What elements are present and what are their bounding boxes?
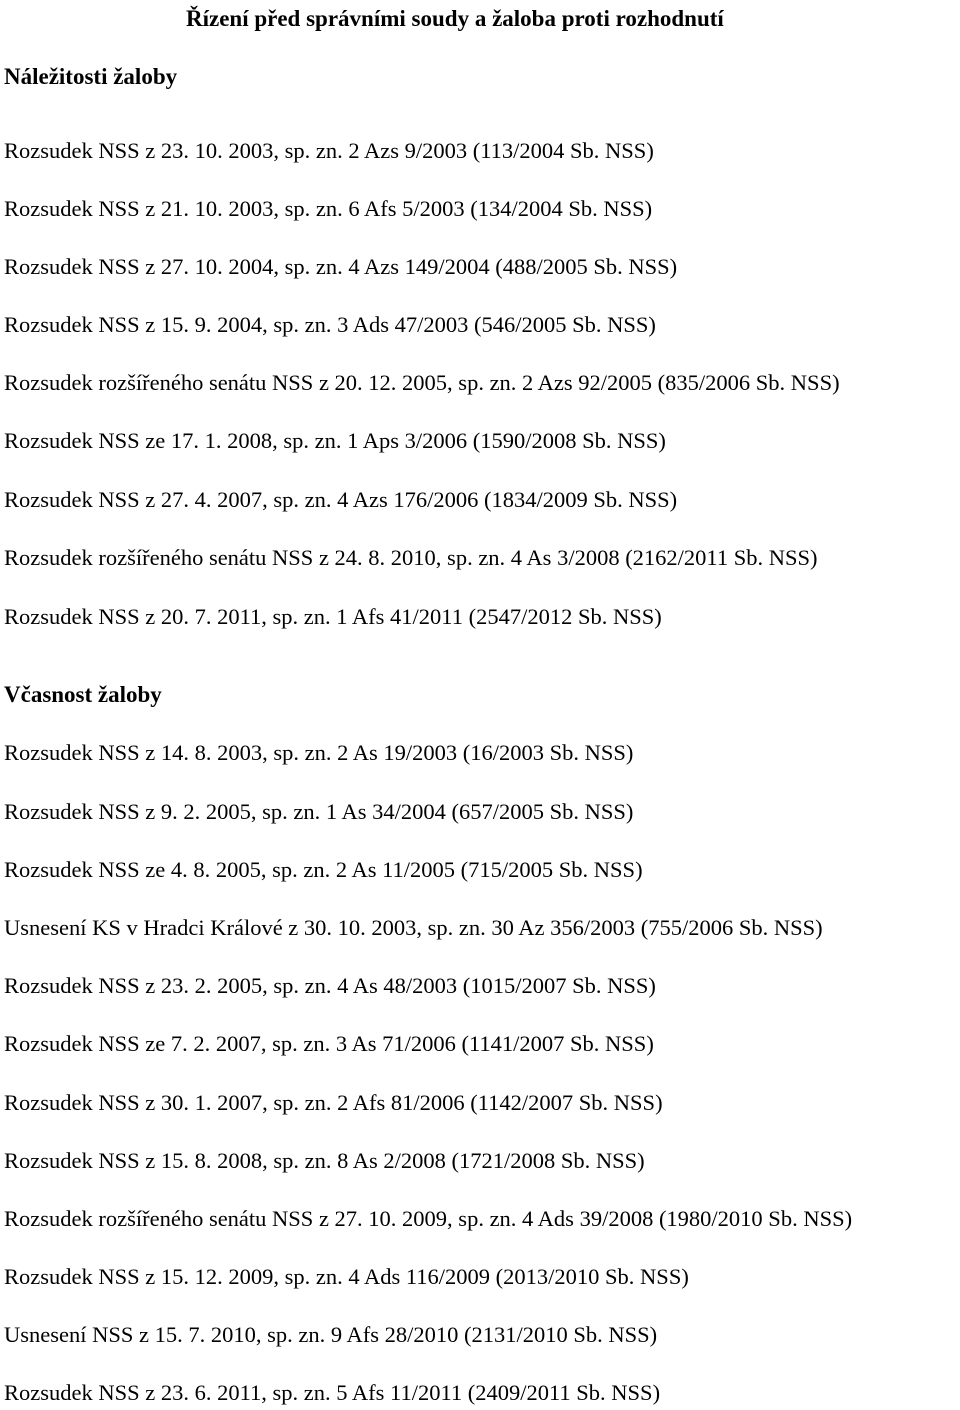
case-entry: Rozsudek NSS ze 17. 1. 2008, sp. zn. 1 Aps 3/2006 (1590/2008 Sb. NSS) xyxy=(4,428,666,453)
case-entry: Rozsudek NSS z 27. 4. 2007, sp. zn. 4 Azs 176/2006 (1834/2009 Sb. NSS) xyxy=(4,487,678,512)
case-entry: Rozsudek rozšířeného senátu NSS z 27. 10. 2009, sp. zn. 4 Ads 39/2008 (1980/2010 Sb. NSS) xyxy=(4,1206,853,1231)
section-heading-vcasnost-zaloby: Včasnost žaloby xyxy=(4,682,162,707)
case-entry: Rozsudek rozšířeného senátu NSS z 20. 12. 2005, sp. zn. 2 Azs 92/2005 (835/2006 Sb. NSS) xyxy=(4,370,840,395)
case-entry: Rozsudek NSS z 21. 10. 2003, sp. zn. 6 Afs 5/2003 (134/2004 Sb. NSS) xyxy=(4,196,653,221)
case-entry: Rozsudek NSS z 23. 6. 2011, sp. zn. 5 Afs 11/2011 (2409/2011 Sb. NSS) xyxy=(4,1380,661,1405)
case-entry: Rozsudek NSS z 30. 1. 2007, sp. zn. 2 Afs 81/2006 (1142/2007 Sb. NSS) xyxy=(4,1090,663,1115)
case-entry: Rozsudek NSS z 15. 9. 2004, sp. zn. 3 Ads 47/2003 (546/2005 Sb. NSS) xyxy=(4,312,656,337)
document-title: Řízení před správními soudy a žaloba proti rozhodnutí xyxy=(186,6,724,31)
case-entry: Rozsudek NSS z 23. 10. 2003, sp. zn. 2 Azs 9/2003 (113/2004 Sb. NSS) xyxy=(4,138,654,163)
case-entry: Rozsudek rozšířeného senátu NSS z 24. 8. 2010, sp. zn. 4 As 3/2008 (2162/2011 Sb. NSS) xyxy=(4,545,818,570)
section-heading-nalezitosti-zaloby: Náležitosti žaloby xyxy=(4,64,178,89)
case-entry: Usnesení KS v Hradci Králové z 30. 10. 2003, sp. zn. 30 Az 356/2003 (755/2006 Sb. NSS) xyxy=(4,915,823,940)
case-entry: Rozsudek NSS z 23. 2. 2005, sp. zn. 4 As 48/2003 (1015/2007 Sb. NSS) xyxy=(4,973,656,998)
case-entry: Rozsudek NSS z 15. 12. 2009, sp. zn. 4 Ads 116/2009 (2013/2010 Sb. NSS) xyxy=(4,1264,689,1289)
case-entry: Rozsudek NSS z 14. 8. 2003, sp. zn. 2 As 19/2003 (16/2003 Sb. NSS) xyxy=(4,740,634,765)
case-entry: Rozsudek NSS z 15. 8. 2008, sp. zn. 8 As 2/2008 (1721/2008 Sb. NSS) xyxy=(4,1148,645,1173)
case-entry: Rozsudek NSS ze 7. 2. 2007, sp. zn. 3 As 71/2006 (1141/2007 Sb. NSS) xyxy=(4,1031,654,1056)
case-entry: Rozsudek NSS ze 4. 8. 2005, sp. zn. 2 As 11/2005 (715/2005 Sb. NSS) xyxy=(4,857,643,882)
case-entry: Rozsudek NSS z 27. 10. 2004, sp. zn. 4 Azs 149/2004 (488/2005 Sb. NSS) xyxy=(4,254,678,279)
case-entry: Usnesení NSS z 15. 7. 2010, sp. zn. 9 Afs 28/2010 (2131/2010 Sb. NSS) xyxy=(4,1322,658,1347)
case-entry: Rozsudek NSS z 9. 2. 2005, sp. zn. 1 As 34/2004 (657/2005 Sb. NSS) xyxy=(4,799,634,824)
case-entry: Rozsudek NSS z 20. 7. 2011, sp. zn. 1 Afs 41/2011 (2547/2012 Sb. NSS) xyxy=(4,604,662,629)
